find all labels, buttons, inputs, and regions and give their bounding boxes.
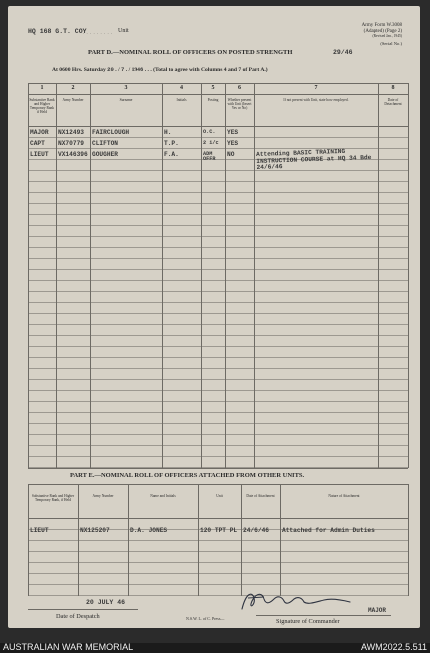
part-e-row-rule (28, 540, 408, 541)
employment-cell: Attending BASIC TRAINING INSTRUCTION COURSE at HQ 34 Bde 24/6/46 (255, 147, 372, 172)
part-d-row-rule (28, 357, 408, 358)
surname-cell: GOUGHER (92, 151, 118, 158)
year-prefix: 194 (131, 67, 140, 73)
part-d-title: PART D.—NOMINAL ROLL OF OFFICERS ON POSTED STRENGTH (88, 49, 293, 56)
part-e-title: PART E.—NOMINAL ROLL OF OFFICERS ATTACHED FROM OTHER UNITS. (70, 472, 305, 479)
part-d-column-number: 8 (391, 85, 395, 91)
part-d-row-rule (28, 313, 408, 314)
present-cell: YES (227, 129, 239, 136)
part-d-row-rule (28, 291, 408, 292)
part-d-column-header: Surname (119, 98, 133, 102)
part-d-column-rule (201, 83, 202, 468)
serial-label: (Serial No.) (380, 41, 402, 46)
part-d-top-rule (28, 83, 408, 84)
commander-rank: MAJOR (368, 607, 387, 614)
part-e-row-rule (28, 584, 408, 585)
despatch-label: Date of Despatch (56, 613, 100, 620)
part-d-column-header: Whether present with Unit (Insert Yes or No) (227, 98, 252, 110)
part-d-row-rule (28, 236, 408, 237)
part-e-column-header: Nature of Attachment (328, 494, 360, 498)
part-e-row-rule (28, 551, 408, 552)
despatch-value: 20 JULY 46 (86, 599, 126, 606)
part-d-row-rule (28, 137, 408, 138)
initials-cell: F.A. (164, 151, 179, 158)
part-d-column-number: 6 (238, 85, 241, 91)
part-d-row-rule (28, 225, 408, 226)
caption-bar (0, 643, 430, 653)
part-d-row-rule (28, 181, 408, 182)
part-d-column-header: If not present with Unit, state how employed. (283, 98, 349, 102)
initials-cell: H. (164, 129, 172, 136)
printer-imprint: N.S.W. L. of C. Press— (186, 616, 225, 621)
part-d-row-rule (28, 280, 408, 281)
form-info (362, 23, 402, 40)
part-d-column-header: Posting (207, 98, 219, 102)
commander-signature (238, 589, 373, 613)
part-d-row-rule (28, 192, 408, 193)
part-d-row-rule (28, 324, 408, 325)
serial-value: 29/46 (333, 49, 353, 56)
form-revised: (Revised Jan., 1945) (372, 34, 402, 39)
army-number-cell: NX12493 (58, 129, 84, 136)
part-d-column-rule (28, 83, 29, 468)
part-d-column-number: 5 (211, 85, 215, 91)
part-d-column-header: Initials (176, 98, 187, 102)
part-d-column-number: 7 (314, 85, 318, 91)
at-prefix: At 0600 Hrs. Saturday (52, 67, 106, 73)
attachment-date-cell: 24/6/46 (243, 527, 269, 534)
rank-cell: MAJOR (30, 129, 49, 136)
part-e-row-rule (28, 573, 408, 574)
army-number-cell: VX146396 (58, 151, 88, 158)
date-day: 20 (107, 66, 114, 73)
part-d-row-rule (28, 423, 408, 424)
initials-cell: T.P. (164, 140, 179, 147)
part-d-column-number: 1 (40, 85, 44, 91)
part-d-row-rule (28, 368, 408, 369)
surname-cell: FAIRCLOUGH (92, 129, 130, 136)
part-d-column-rule (225, 83, 226, 468)
part-d-column-number: 4 (180, 85, 183, 91)
date-month: 7 (121, 66, 125, 73)
part-d-row-rule (28, 203, 408, 204)
surname-cell: CLIFTON (92, 140, 118, 147)
part-d-column-rule (378, 83, 379, 468)
part-d-column-rule (90, 83, 91, 468)
at-suffix: (Total to agree with Columns 4 and 7 of Part A.) (153, 67, 268, 73)
attached-army-number-cell: NX125207 (80, 527, 110, 534)
part-d-column-rule (162, 83, 163, 468)
posting-cell: O.C. (203, 129, 216, 135)
part-d-row-rule (28, 302, 408, 303)
part-e-column-header: Army Number (92, 494, 114, 498)
part-e-row-rule (28, 562, 408, 563)
part-d-column-header: Date of Detachment (384, 98, 402, 106)
part-d-row-rule (28, 170, 408, 171)
part-d-row-rule (28, 346, 408, 347)
posting-cell: 2 i/c (203, 140, 219, 146)
form-title: Army Form W.3008 (361, 23, 402, 28)
part-d-row-rule (28, 214, 408, 215)
part-e-column-rule (408, 484, 409, 596)
part-d-row-rule (28, 401, 408, 402)
present-cell: YES (227, 140, 239, 147)
caption-right: AWM2022.5.511 (360, 642, 427, 652)
posting-cell: ADM OFFR (203, 151, 216, 163)
part-d-row-rule (28, 390, 408, 391)
part-d-column-rule (56, 83, 57, 468)
part-d-row-rule (28, 269, 408, 270)
part-d-column-rule (408, 83, 409, 468)
rank-cell: CAPT (30, 140, 45, 147)
part-d-row-rule (28, 335, 408, 336)
unit-label: Unit (118, 28, 129, 34)
part-d-column-header: Army Number (62, 98, 84, 102)
part-d-column-header: Substantive Rank and Higher Temporary Rank if Held (29, 98, 55, 114)
unit-dots: . . . . . . . . . (83, 30, 113, 35)
part-d-row-rule (28, 456, 408, 457)
part-d-row-rule (28, 247, 408, 248)
attached-rank-cell: LIEUT (30, 527, 49, 534)
caption-left: AUSTRALIAN WAR MEMORIAL (3, 642, 134, 652)
attached-name-cell: D.A. JONES (130, 527, 168, 534)
part-d-row-rule (28, 258, 408, 259)
present-cell: NO (227, 151, 235, 158)
part-e-column-header: Unit (216, 494, 223, 498)
part-d-row-rule (28, 434, 408, 435)
unit-value: HQ 168 G.T. COY (28, 28, 87, 35)
part-d-column-number: 3 (124, 85, 128, 91)
signature-label: Signature of Commander (276, 618, 340, 625)
part-d-column-rule (254, 83, 255, 468)
attached-unit-cell: 120 TPT PL (200, 527, 238, 534)
part-d-row-rule (28, 445, 408, 446)
attachment-nature-cell: Attached for Admin Duties (282, 527, 375, 534)
rank-cell: LIEUT (30, 151, 49, 158)
part-d-row-rule (28, 379, 408, 380)
part-d-column-number: 2 (71, 85, 75, 91)
date-year: 6 (139, 66, 144, 73)
part-d-row-rule (28, 412, 408, 413)
form-page (8, 6, 420, 628)
part-e-column-header: Name and Initials (150, 494, 176, 498)
part-e-column-header: Substantive Rank and Higher Temporary Rank, if Held (31, 494, 75, 502)
part-d-date-line: At 0600 Hrs. Saturday 20 . / 7 . / 1946 . . . (Total to agree with Columns 4 and 7 of Part A.) (52, 66, 268, 73)
army-number-cell: NX70779 (58, 140, 84, 147)
form-adapted: (Adapted) (Page 2) (363, 28, 402, 34)
part-e-column-header: Date of Attachment (246, 494, 275, 498)
